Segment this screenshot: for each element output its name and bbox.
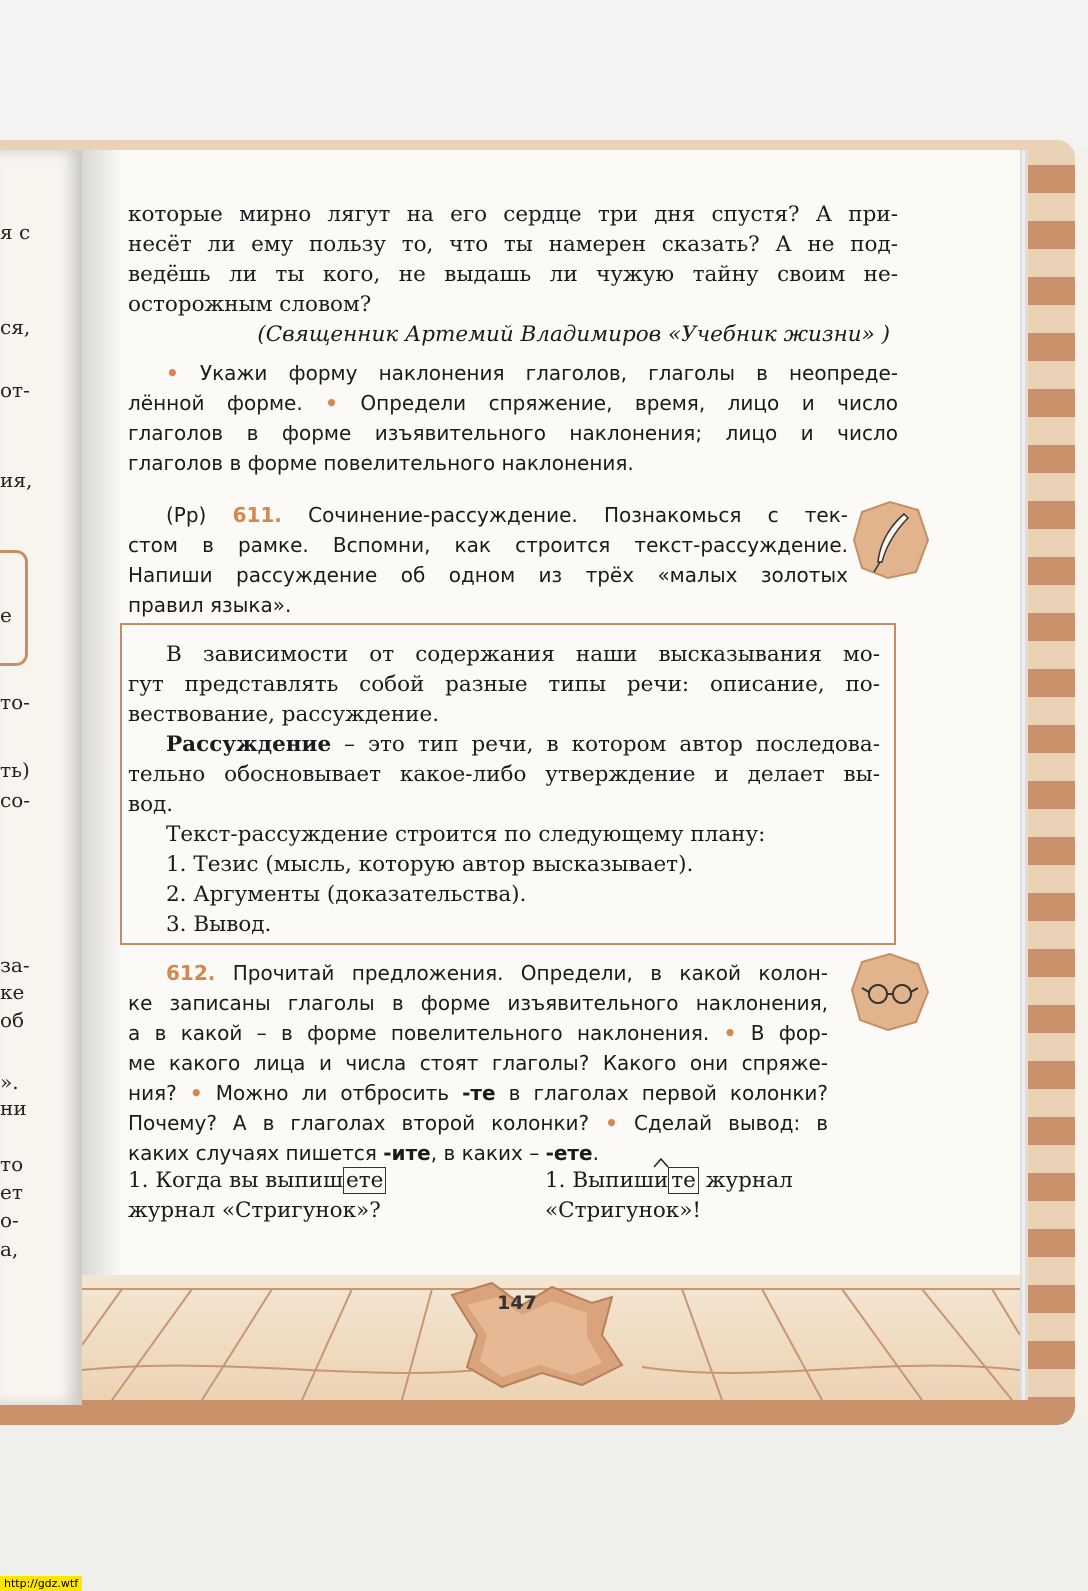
exercise-611: [128, 500, 848, 620]
speech-dev-label: (Рр): [166, 503, 207, 527]
rule-line: – это тип речи, в котором автор последова-: [331, 732, 880, 757]
left-fragment: я с: [0, 220, 31, 244]
citation: (Священник Артемий Владимиров «Учебник жизни» ): [257, 322, 890, 347]
text-line: глаголов в форме изъявительного наклонения; лицо и число: [128, 421, 898, 445]
left-fragment: е: [0, 603, 12, 627]
text-line: [128, 1166, 508, 1196]
example-column-1: [128, 1166, 508, 1226]
text-line: [128, 388, 898, 418]
watermark-link[interactable]: http://gdz.wtf: [0, 1576, 82, 1591]
text-line: Напиши рассуждение об одном из трёх «малых золотых: [128, 563, 848, 587]
task-line: Сочинение-рассуждение. Познакомься с тек-: [308, 503, 849, 527]
page-number: 147: [497, 1292, 537, 1314]
text-line: вод.: [128, 792, 174, 817]
task-line: ния?: [128, 1081, 177, 1105]
plan-item: 3. Вывод.: [166, 912, 272, 937]
task-line: а в какой – в форме повелительного наклонения.: [128, 1021, 710, 1045]
example-text: журнал: [698, 1168, 793, 1193]
glasses-icon: [850, 952, 930, 1032]
task-block: [128, 358, 898, 478]
text-line: ведёшь ли ты кого, не выдашь ли чужую тайну своим не-: [128, 262, 898, 287]
left-fragment: то-: [0, 690, 30, 714]
task-line: в глаголах первой колонки?: [508, 1081, 829, 1105]
text-line: правил языка».: [128, 593, 292, 617]
task-line: Почему? А в глаголах второй колонки?: [128, 1111, 590, 1135]
exercise-612: [128, 958, 828, 1168]
left-fragment: со-: [0, 788, 30, 812]
left-page-edge: [0, 150, 82, 1405]
text-line: глаголов в форме повелительного наклонения.: [128, 451, 634, 475]
plan-item: 2. Аргументы (доказательства).: [166, 882, 527, 907]
ending-ite: -ите: [383, 1141, 431, 1165]
excerpt-text: [128, 200, 898, 350]
left-fragment: об: [0, 1008, 25, 1032]
left-fragment: то: [0, 1152, 24, 1176]
text-line: В зависимости от содержания наши высказывания мо-: [166, 642, 880, 667]
left-fragment: а,: [0, 1237, 19, 1261]
left-fragment: от-: [0, 378, 30, 402]
plan-item: 1. Тезис (мысль, которую автор высказывает).: [166, 852, 694, 877]
bullet-icon: •: [189, 1081, 203, 1105]
text-line: вествование, рассуждение.: [128, 702, 440, 727]
feather-pen-icon: [852, 500, 930, 580]
left-fragment: ия,: [0, 468, 33, 492]
ending-box: ете: [343, 1167, 386, 1194]
suffix-mark: [654, 1168, 668, 1193]
task-line: каких случаях пишется: [128, 1141, 377, 1165]
text-line: гут представлять собой разные типы речи: описание, по-: [128, 672, 880, 697]
text-line: ме какого лица и числа стоят глаголы? Какого они спряже-: [128, 1051, 828, 1075]
text-line: стом в рамке. Вспомни, как строится текст-рассуждение.: [128, 533, 848, 557]
exercise-number: 611.: [232, 503, 282, 527]
text-line: которые мирно лягут на его сердце три дня спустя? А при-: [128, 202, 898, 227]
text-line: осторожным словом?: [128, 292, 372, 317]
task-line: В фор-: [750, 1021, 828, 1045]
task-line: Определи спряжение, время, лицо и число: [360, 391, 898, 415]
left-fragment: ни: [0, 1096, 27, 1120]
left-fragment: ».: [0, 1070, 19, 1094]
example-text: 1. Когда вы выпиш: [128, 1168, 343, 1193]
example-column-2: [545, 1166, 905, 1226]
text-line: [128, 1018, 828, 1048]
text-line: ке записаны глаголы в форме изъявительного наклонения,: [128, 991, 828, 1015]
bullet-icon: •: [325, 391, 338, 415]
suffix-arc-icon: [653, 1158, 669, 1168]
left-fragment: ет: [0, 1180, 23, 1204]
task-line: Сделай вывод: в: [633, 1111, 829, 1135]
text-line: [128, 1078, 828, 1108]
task-line: Можно ли отбросить: [215, 1081, 450, 1105]
bullet-icon: •: [166, 361, 179, 385]
text-line: несёт ли ему пользу то, что ты намерен сказать? А не под-: [128, 232, 898, 257]
text-line: [545, 1166, 905, 1196]
left-fragment: ся,: [0, 315, 31, 339]
example-text: 1. Выпиш: [545, 1168, 654, 1193]
scan-background-bottom: [0, 1420, 1088, 1591]
ending-box: те: [668, 1167, 699, 1194]
text-line: [128, 1138, 828, 1168]
text-line: [128, 500, 848, 530]
text-line: Текст-рассуждение строится по следующему плану:: [166, 822, 766, 847]
left-fragment: за-: [0, 953, 30, 977]
ending-ete: -ете: [545, 1141, 593, 1165]
task-line: Укажи форму наклонения глаголов, глаголы в неопреде-: [199, 361, 898, 385]
bullet-icon: •: [723, 1021, 737, 1045]
task-line: , в каких –: [430, 1141, 540, 1165]
task-line: .: [592, 1141, 599, 1165]
rule-text: [128, 640, 880, 940]
task-line: лённой форме.: [128, 391, 303, 415]
ending-te: -те: [462, 1081, 496, 1105]
spine-shadow: [82, 150, 122, 1400]
left-fragment: о-: [0, 1208, 19, 1232]
text-line: тельно обосновывает какое-либо утверждение и делает вы-: [128, 762, 880, 787]
text-line: [128, 730, 880, 760]
text-line: [128, 1108, 828, 1138]
text-line: журнал «Стригунок»?: [128, 1198, 381, 1223]
task-line: Прочитай предложения. Определи, в какой колон-: [232, 961, 829, 985]
text-line: [128, 358, 898, 388]
left-fragment: ть): [0, 758, 30, 782]
bullet-icon: •: [605, 1111, 618, 1135]
suffix-letter: и: [653, 1168, 669, 1193]
text-line: «Стригунок»!: [545, 1198, 702, 1223]
text-line: [128, 958, 828, 988]
left-fragment: ке: [0, 980, 25, 1004]
exercise-number: 612.: [166, 961, 216, 985]
scan-background-top: [0, 0, 1088, 150]
term-reasoning: Рассуждение: [166, 732, 332, 757]
